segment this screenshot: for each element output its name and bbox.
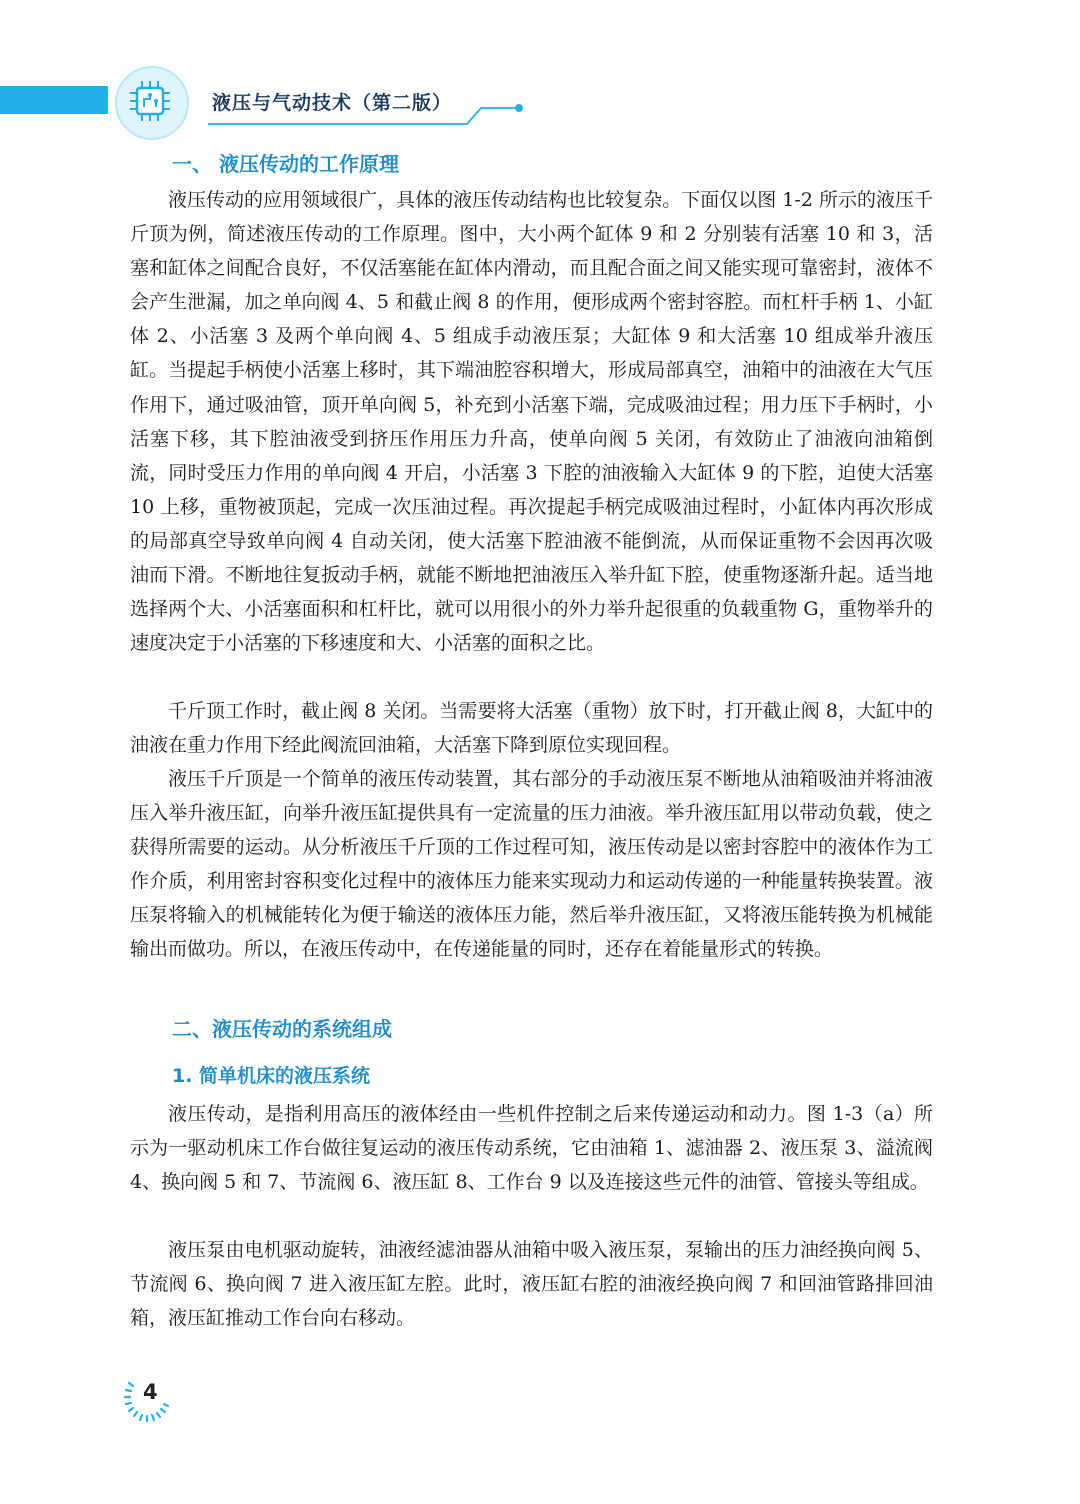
header-accent-bar [0,86,108,114]
page-number: 4 [143,1380,158,1404]
header-underline-decoration [205,96,535,132]
circuit-chip-icon [120,71,180,131]
paragraph-2: 千斤顶工作时，截止阀 8 关闭。当需要将大活塞（重物）放下时，打开截止阀 8，大缸中的油液在重力作用下经此阀流回油箱，大活塞下降到原位实现回程。 [130,700,933,757]
paragraph-5: 液压泵由电机驱动旋转，油液经滤油器从油箱中吸入液压泵，泵输出的压力油经换向阀 5、节流阀 6、换向阀 7 进入液压缸左腔。此时，液压缸右腔的油液经换向阀 7 和回油管路排回油箱，液压缸推动工作台向右移动。 [130,1239,933,1330]
book-title: 液压与气动技术（第二版） [212,92,453,114]
paragraph-4: 液压传动，是指利用高压的液体经由一些机件控制之后来传递运动和动力。图 1-3（a）所示为一驱动机床工作台做往复运动的液压传动系统，它由油箱 1、滤油器 2、液压泵 3、溢流阀 4、换向阀 5 和 7、节流阀 6、液压缸 8、工作台 9 以及连接这些元件的油管、管接头等组成。 [130,1103,933,1194]
paragraph-1: 液压传动的应用领域很广，具体的液压传动结构也比较复杂。下面仅以图 1-2 所示的液压千斤顶为例，简述液压传动的工作原理。图中，大小两个缸体 9 和 2 分别装有活塞 10 和 3，活塞和缸体之间配合良好，不仅活塞能在缸体内滑动，而且配合面之间又能实现可靠密封，液体不会产生泄漏，加之单向阀 4、5 和截止阀 8 的作用，便形成两个密封容腔。而杠杆手柄 1、小缸体 2、小活塞 3 及两个单向阀 4、5 组成手动液压泵；大缸体 9 和大活塞 10 组成举升液压缸。当提起手柄使小活塞上移时，其下端油腔容积增大，形成局部真空，油箱中的油液在大气压作用下，通过吸油管，顶开单向阀 5，补充到小活塞下端，完成吸油过程；用力压下手柄时，小活塞下移，其下腔油液受到挤压作用压力升高，使单向阀 5 关闭，有效防止了油液向油箱倒流，同时受压力作用的单向阀 4 开启，小活塞 3 下腔的油液输入大缸体 9 的下腔，迫使大活塞 10 上移，重物被顶起，完成一次压油过程。再次提起手柄完成吸油过程时，小缸体内再次形成的局部真空导致单向阀 4 自动关闭，使大活塞下腔油液不能倒流，从而保证重物不会因再次吸油而下滑。不断地往复扳动手柄，就能不断地把油液压入举升缸下腔，使重物逐渐升起。适当地选择两个大、小活塞面积和杠杆比，就可以用很小的外力举升起很重的负载重物 G，重物举升的速度决定于小活塞的下移速度和大、小活塞的面积之比。 [130,189,933,655]
section-heading-1: 一、 液压传动的工作原理 [172,152,399,176]
paragraph-3: 液压千斤顶是一个简单的液压传动装置，其右部分的手动液压泵不断地从油箱吸油并将油液压入举升液压缸，向举升液压缸提供具有一定流量的压力油液。举升液压缸用以带动负载，使之获得所需要的运动。从分析液压千斤顶的工作过程可知，液压传动是以密封容腔中的液体作为工作介质，利用密封容积变化过程中的液体压力能来实现动力和运动传递的一种能量转换装置。液压泵将输入的机械能转化为便于输送的液体压力能，然后举升液压缸，又将液压能转换为机械能输出而做功。所以，在液压传动中，在传递能量的同时，还存在着能量形式的转换。 [130,768,933,961]
section-heading-2: 二、液压传动的系统组成 [172,1017,392,1041]
subsection-heading: 1. 简单机床的液压系统 [172,1065,371,1087]
